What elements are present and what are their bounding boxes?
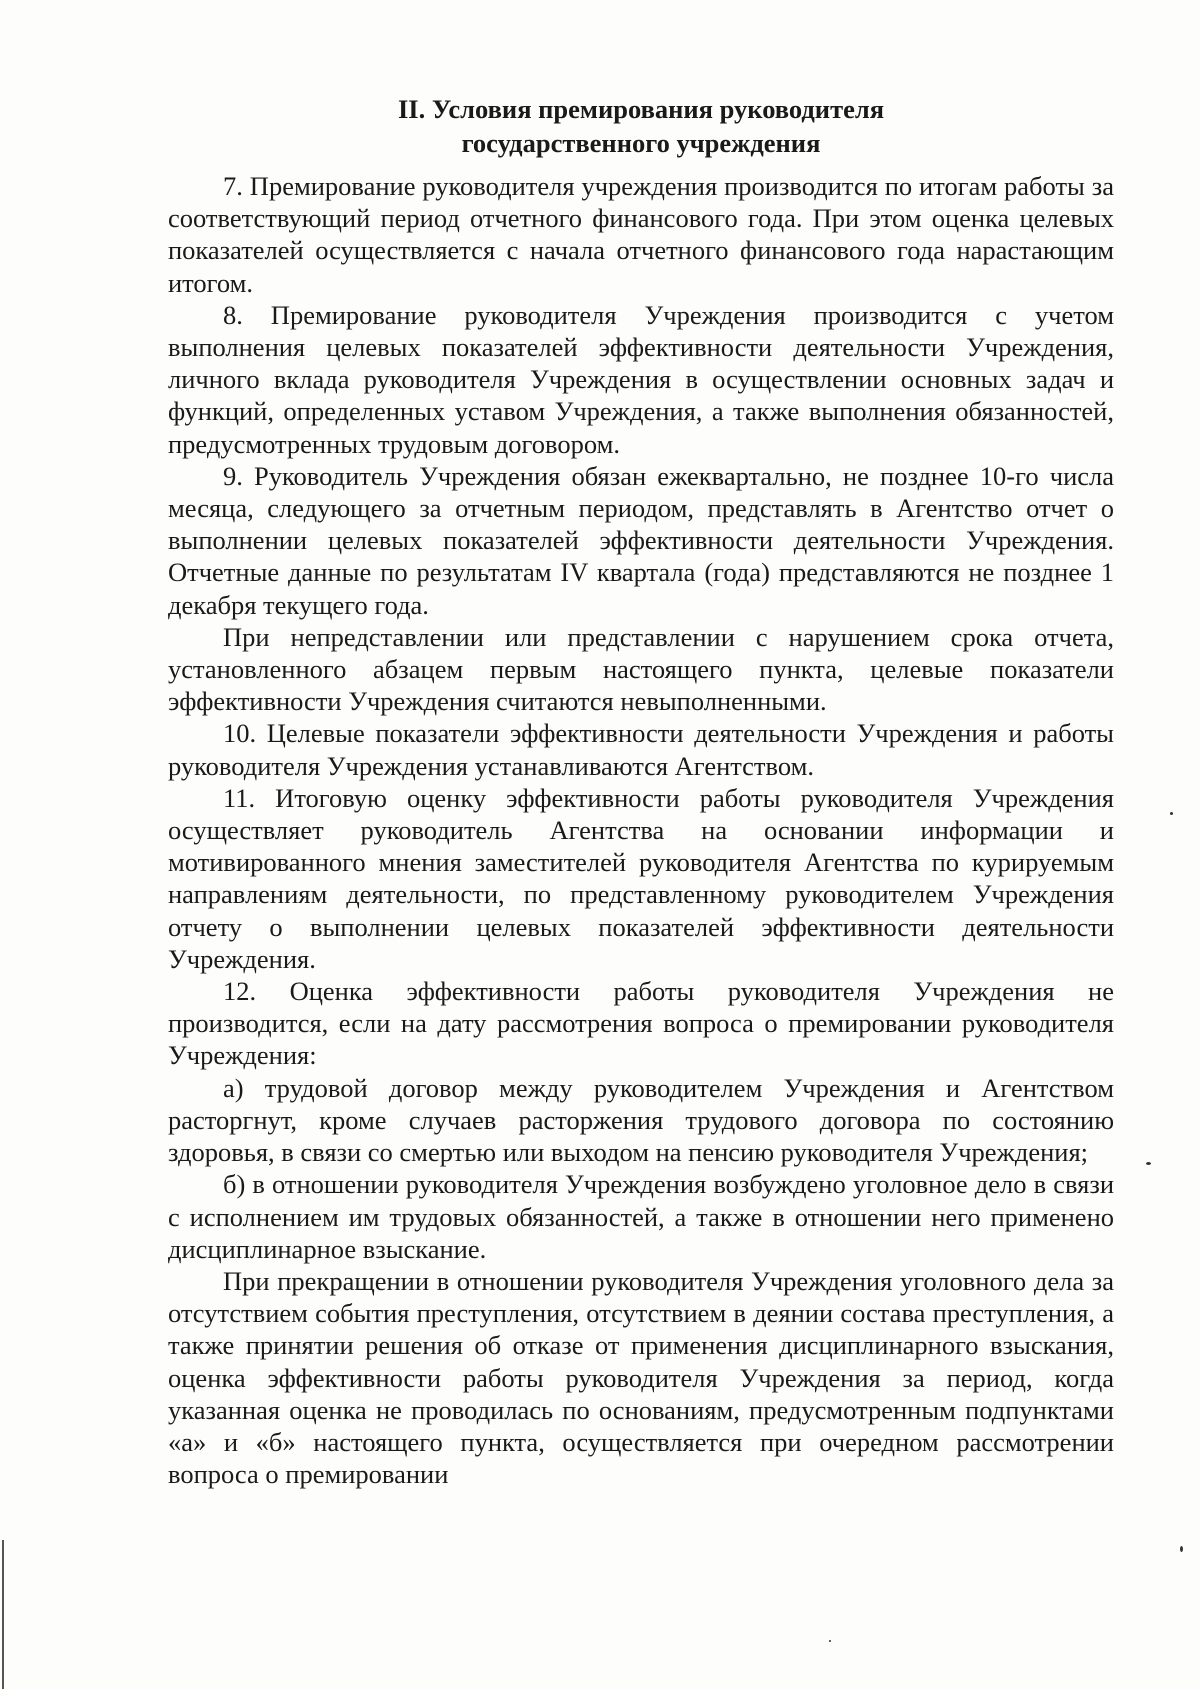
paragraph-12-b: б) в отношении руководителя Учреждения возбуждено уголовное дело в связи с исполнением им трудовых обязанностей, а также в отношении него применено дисциплинарное взыскание.	[168, 1169, 1114, 1264]
scan-speck	[829, 1640, 831, 1642]
heading-line-1: II. Условия премирования руководителя	[397, 94, 885, 124]
document-body	[168, 92, 1114, 1490]
section-heading	[168, 92, 1114, 160]
paragraph-12: 12. Оценка эффективности работы руководителя Учреждения не производится, если на дату рассмотрения вопроса о премировании руководителя Учреждения:	[168, 976, 1114, 1071]
paragraph-10: 10. Целевые показатели эффективности деятельности Учреждения и работы руководителя Учреждения устанавливаются Агентством.	[168, 718, 1114, 781]
paragraph-9-note: При непредставлении или представлении с нарушением срока отчета, установленного абзацем первым настоящего пункта, целевые показатели эффективности Учреждения считаются невыполненными.	[168, 621, 1114, 717]
paragraph-7: 7. Премирование руководителя учреждения производится по итогам работы за соответствующий период отчетного финансового года. При этом оценка целевых показателей осуществляется с начала отчетного финансового года нарастающим итогом.	[168, 171, 1114, 298]
paragraph-11: 11. Итоговую оценку эффективности работы руководителя Учреждения осуществляет руководитель Агентства на основании информации и мотивированного мнения заместителей руководителя Агентства по курируемым направлениям деятельности, по представленному руководителем Учреждения отчету о выполнении целевых показателей эффективности деятельности Учреждения.	[168, 782, 1114, 974]
paragraph-9: 9. Руководитель Учреждения обязан ежеквартально, не позднее 10-го числа месяца, следующего за отчетным периодом, представлять в Агентство отчет о выполнении целевых показателей эффективности деятельности Учреждения. Отчетные данные по результатам IV квартала (года) представляются не позднее 1 декабря текущего года.	[168, 460, 1114, 620]
paragraph-8: 8. Премирование руководителя Учреждения производится с учетом выполнения целевых показателей эффективности деятельности Учреждения, личного вклада руководителя Учреждения в осуществлении основных задач и функций, определенных уставом Учреждения, а также выполнения обязанностей, предусмотренных трудовым договором.	[168, 299, 1114, 459]
scan-speck	[1170, 812, 1173, 815]
paragraph-12-note: При прекращении в отношении руководителя Учреждения уголовного дела за отсутствием события преступления, отсутствием в деянии состава преступления, а также принятии решения об отказе от применения дисциплинарного взыскания, оценка эффективности работы руководителя Учреждения за период, когда указанная оценка не проводилась по основаниям, предусмотренным подпунктами «а» и «б» настоящего пункта, осуществляется при очередном рассмотрении вопроса о премировании	[168, 1265, 1114, 1490]
heading-line-2: государственного учреждения	[461, 128, 821, 158]
scan-edge-line	[2, 1540, 4, 1689]
paragraph-12-a: а) трудовой договор между руководителем Учреждения и Агентством расторгнут, кроме случаев расторжения трудового договора по состоянию здоровья, в связи со смертью или выходом на пенсию руководителя Учреждения;	[168, 1072, 1114, 1168]
scan-speck	[1146, 1162, 1151, 1165]
scan-speck	[1180, 1546, 1183, 1552]
